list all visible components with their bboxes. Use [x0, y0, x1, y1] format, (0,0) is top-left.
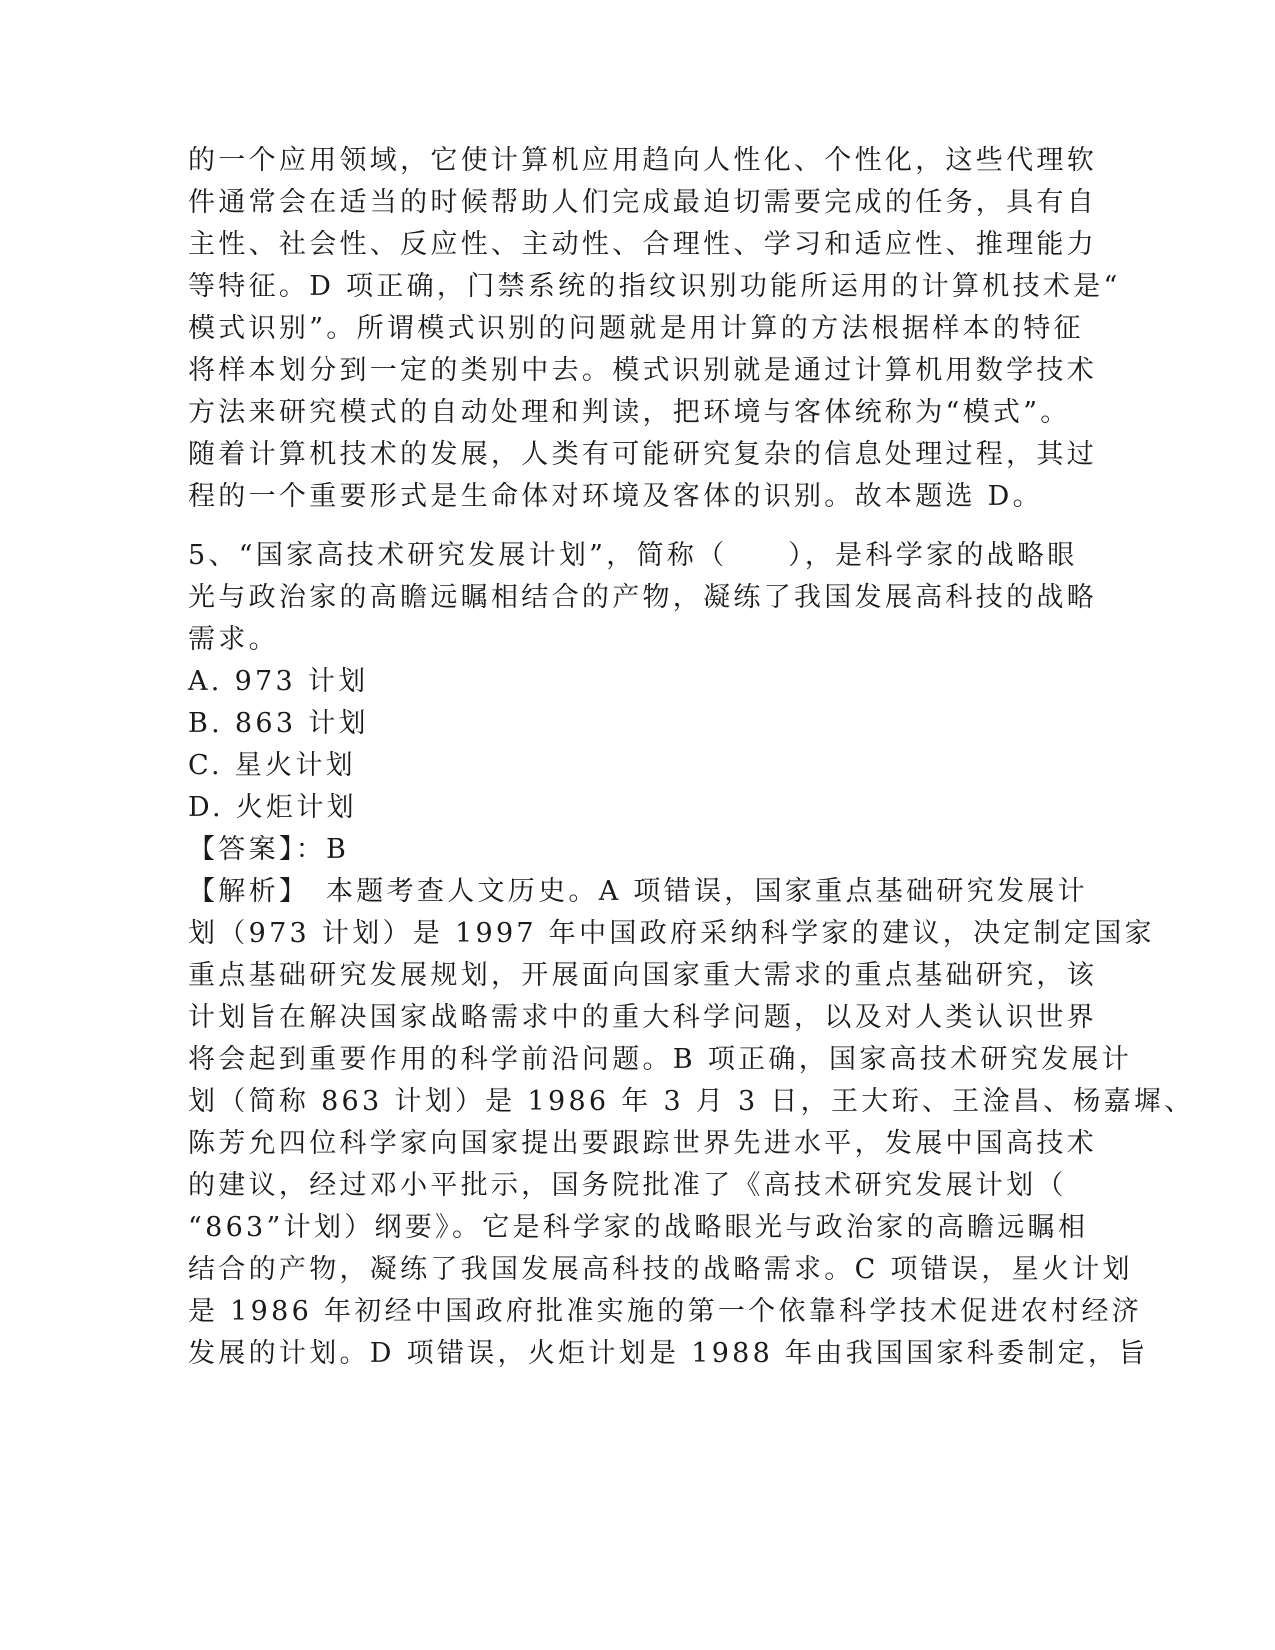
answer-line: 【答案】：B [188, 834, 350, 865]
analysis-line: 重点基础研究发展规划，开展面向国家重大需求的重点基础研究，该 [188, 960, 1097, 991]
question-stem-line: 光与政治家的高瞻远瞩相结合的产物，凝练了我国发展高科技的战略 [188, 582, 1097, 613]
text-line: 程的一个重要形式是生命体对环境及客体的识别。故本题选 D。 [188, 481, 1043, 512]
analysis-line: 划（简称 863 计划）是 1986 年 3 月 3 日，王大珩、王淦昌、杨嘉墀、 [188, 1086, 1195, 1117]
analysis-line: 结合的产物，凝练了我国发展高科技的战略需求。C 项错误，星火计划 [188, 1254, 1133, 1285]
analysis-line: 将会起到重要作用的科学前沿问题。B 项正确，国家高技术研究发展计 [188, 1044, 1133, 1075]
text-line: 主性、社会性、反应性、主动性、合理性、学习和适应性、推理能力 [188, 229, 1097, 260]
question-stem-line: 需求。 [188, 624, 279, 655]
text-line: 件通常会在适当的时候帮助人们完成最迫切需要完成的任务，具有自 [188, 187, 1097, 218]
analysis-line: 计划旨在解决国家战略需求中的重大科学问题，以及对人类认识世界 [188, 1002, 1097, 1033]
option-a: A. 973 计划 [188, 666, 369, 697]
analysis-line: 发展的计划。D 项错误，火炬计划是 1988 年由我国国家科委制定，旨 [188, 1338, 1149, 1369]
text-line: 将样本划分到一定的类别中去。模式识别就是通过计算机用数学技术 [188, 355, 1097, 386]
text-line: 随着计算机技术的发展，人类有可能研究复杂的信息处理过程，其过 [188, 439, 1097, 470]
option-c: C. 星火计划 [188, 750, 356, 781]
analysis-line: “863”计划）纲要》。它是科学家的战略眼光与政治家的高瞻远瞩相 [188, 1212, 1089, 1243]
text-line: 等特征。D 项正确，门禁系统的指纹识别功能所运用的计算机技术是“ [188, 271, 1121, 302]
analysis-line: 是 1986 年初经中国政府批准实施的第一个依靠科学技术促进农村经济 [188, 1296, 1143, 1327]
text-line: 模式识别”。所谓模式识别的问题就是用计算的方法根据样本的特征 [188, 313, 1084, 344]
option-d: D. 火炬计划 [188, 792, 357, 823]
option-b: B. 863 计划 [188, 708, 369, 739]
analysis-line: 陈芳允四位科学家向国家提出要跟踪世界先进水平，发展中国高技术 [188, 1128, 1097, 1159]
question-stem-line: 5、“国家高技术研究发展计划”，简称（ ），是科学家的战略眼 [188, 540, 1078, 571]
text-line: 的一个应用领域，它使计算机应用趋向人性化、个性化，这些代理软 [188, 145, 1097, 176]
analysis-line: 的建议，经过邓小平批示，国务院批准了《高技术研究发展计划（ [188, 1170, 1067, 1201]
analysis-line: 【解析】 本题考查人文历史。A 项错误，国家重点基础研究发展计 [188, 876, 1088, 907]
text-line: 方法来研究模式的自动处理和判读，把环境与客体统称为“模式”。 [188, 397, 1071, 428]
analysis-line: 划（973 计划）是 1997 年中国政府采纳科学家的建议，决定制定国家 [188, 918, 1155, 949]
